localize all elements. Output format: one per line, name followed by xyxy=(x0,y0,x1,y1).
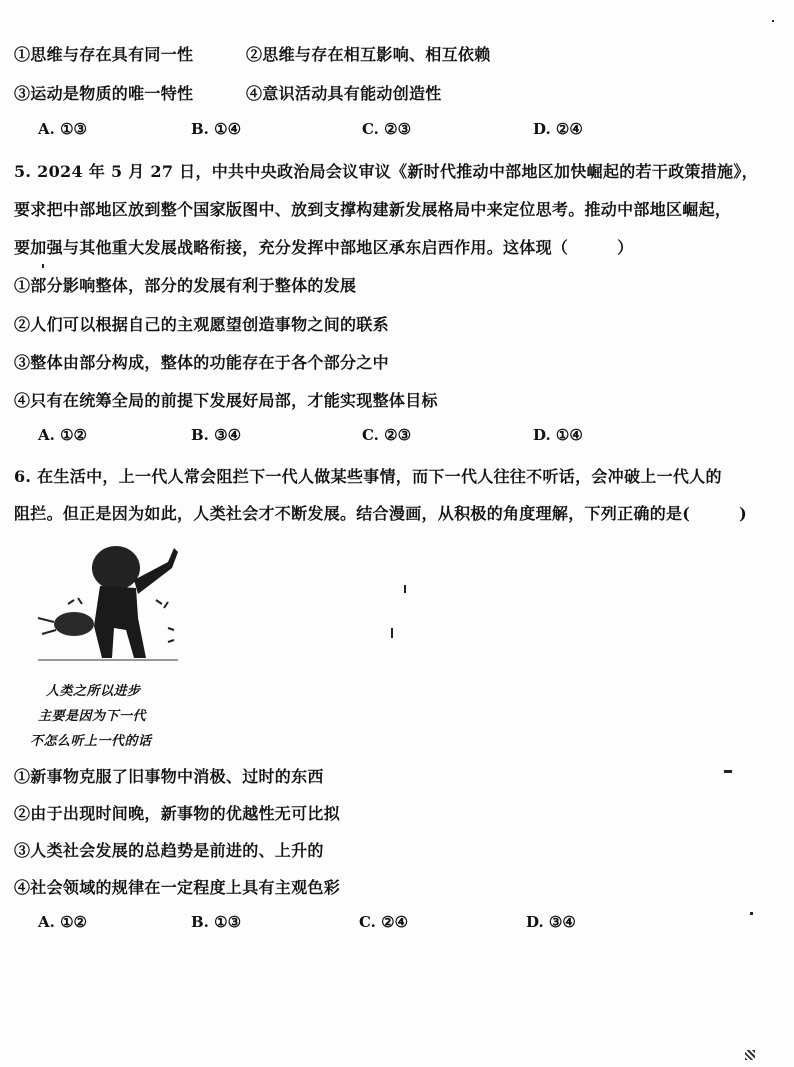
q6-statement-1: ①新事物克服了旧事物中消极、过时的东西 xyxy=(14,767,324,786)
cartoon-caption-line-1: 人类之所以进步 xyxy=(46,684,141,699)
q6-statement-2: ②由于出现时间晚，新事物的优越性无可比拟 xyxy=(14,804,341,823)
q4-statement-4: ④意识活动具有能动创造性 xyxy=(246,84,442,103)
cartoon-illustration xyxy=(18,538,198,668)
q4-option-b: B. ①④ xyxy=(191,120,242,138)
scan-speck xyxy=(772,20,774,22)
scan-speck xyxy=(404,585,406,593)
scan-speck xyxy=(42,264,44,268)
q6-stem-line-1: 6. 在生活中，上一代人常会阻拦下一代人做某些事情，而下一代人往往不听话，会冲破上一代人的 xyxy=(14,467,722,486)
scanner-qr-icon xyxy=(745,1050,755,1060)
q4-option-c: C. ②③ xyxy=(362,120,412,138)
cartoon-creature xyxy=(54,612,94,636)
scan-speck xyxy=(750,912,753,915)
q5-option-b: B. ③④ xyxy=(191,426,242,444)
q5-option-a: A. ①② xyxy=(38,426,87,444)
q5-stem-line-1: 5. 2024 年 5 月 27 日，中共中央政治局会议审议《新时代推动中部地区加快崛起的若干政策措施》， xyxy=(14,162,758,181)
q5-statement-2: ②人们可以根据自己的主观愿望创造事物之间的联系 xyxy=(14,315,389,334)
cartoon-creature-tail xyxy=(38,618,56,634)
q5-option-d: D. ①④ xyxy=(533,426,583,444)
cartoon-head xyxy=(92,546,140,590)
q4-statement-1: ①思维与存在具有同一性 xyxy=(14,45,194,64)
q4-option-a: A. ①③ xyxy=(38,120,87,138)
q5-statement-3: ③整体由部分构成，整体的功能存在于各个部分之中 xyxy=(14,353,389,372)
q4-statement-2: ②思维与存在相互影响、相互依赖 xyxy=(246,45,491,64)
q5-statement-1: ①部分影响整体，部分的发展有利于整体的发展 xyxy=(14,276,357,295)
q5-statement-4: ④只有在统筹全局的前提下发展好局部，才能实现整体目标 xyxy=(14,391,438,410)
cartoon-arm xyxy=(134,548,178,594)
q6-stem-line-2: 阻拦。但正是因为如此，人类社会才不断发展。结合漫画，从积极的角度理解，下列正确的是( ) xyxy=(14,504,747,523)
cartoon-caption-line-3: 不怎么听上一代的话 xyxy=(30,734,152,749)
cartoon-body xyxy=(94,586,146,658)
q6-statement-3: ③人类社会发展的总趋势是前进的、上升的 xyxy=(14,841,324,860)
q5-stem-line-2: 要求把中部地区放到整个国家版图中、放到支撑构建新发展格局中来定位思考。推动中部地区崛起， xyxy=(14,200,732,219)
q4-option-d: D. ②④ xyxy=(533,120,583,138)
q6-option-b: B. ①③ xyxy=(191,913,242,931)
q4-statement-3: ③运动是物质的唯一特性 xyxy=(14,84,194,103)
q5-option-c: C. ②③ xyxy=(362,426,412,444)
q6-option-d: D. ③④ xyxy=(526,913,576,931)
cartoon-caption-line-2: 主要是因为下一代 xyxy=(38,709,147,724)
scan-speck xyxy=(724,770,732,773)
q5-stem-line-3: 要加强与其他重大发展战略衔接，充分发挥中部地区承东启西作用。这体现（ ） xyxy=(14,238,634,257)
scan-speck xyxy=(391,628,393,638)
q6-statement-4: ④社会领域的规律在一定程度上具有主观色彩 xyxy=(14,878,341,897)
q6-option-a: A. ①② xyxy=(38,913,87,931)
q6-option-c: C. ②④ xyxy=(359,913,409,931)
